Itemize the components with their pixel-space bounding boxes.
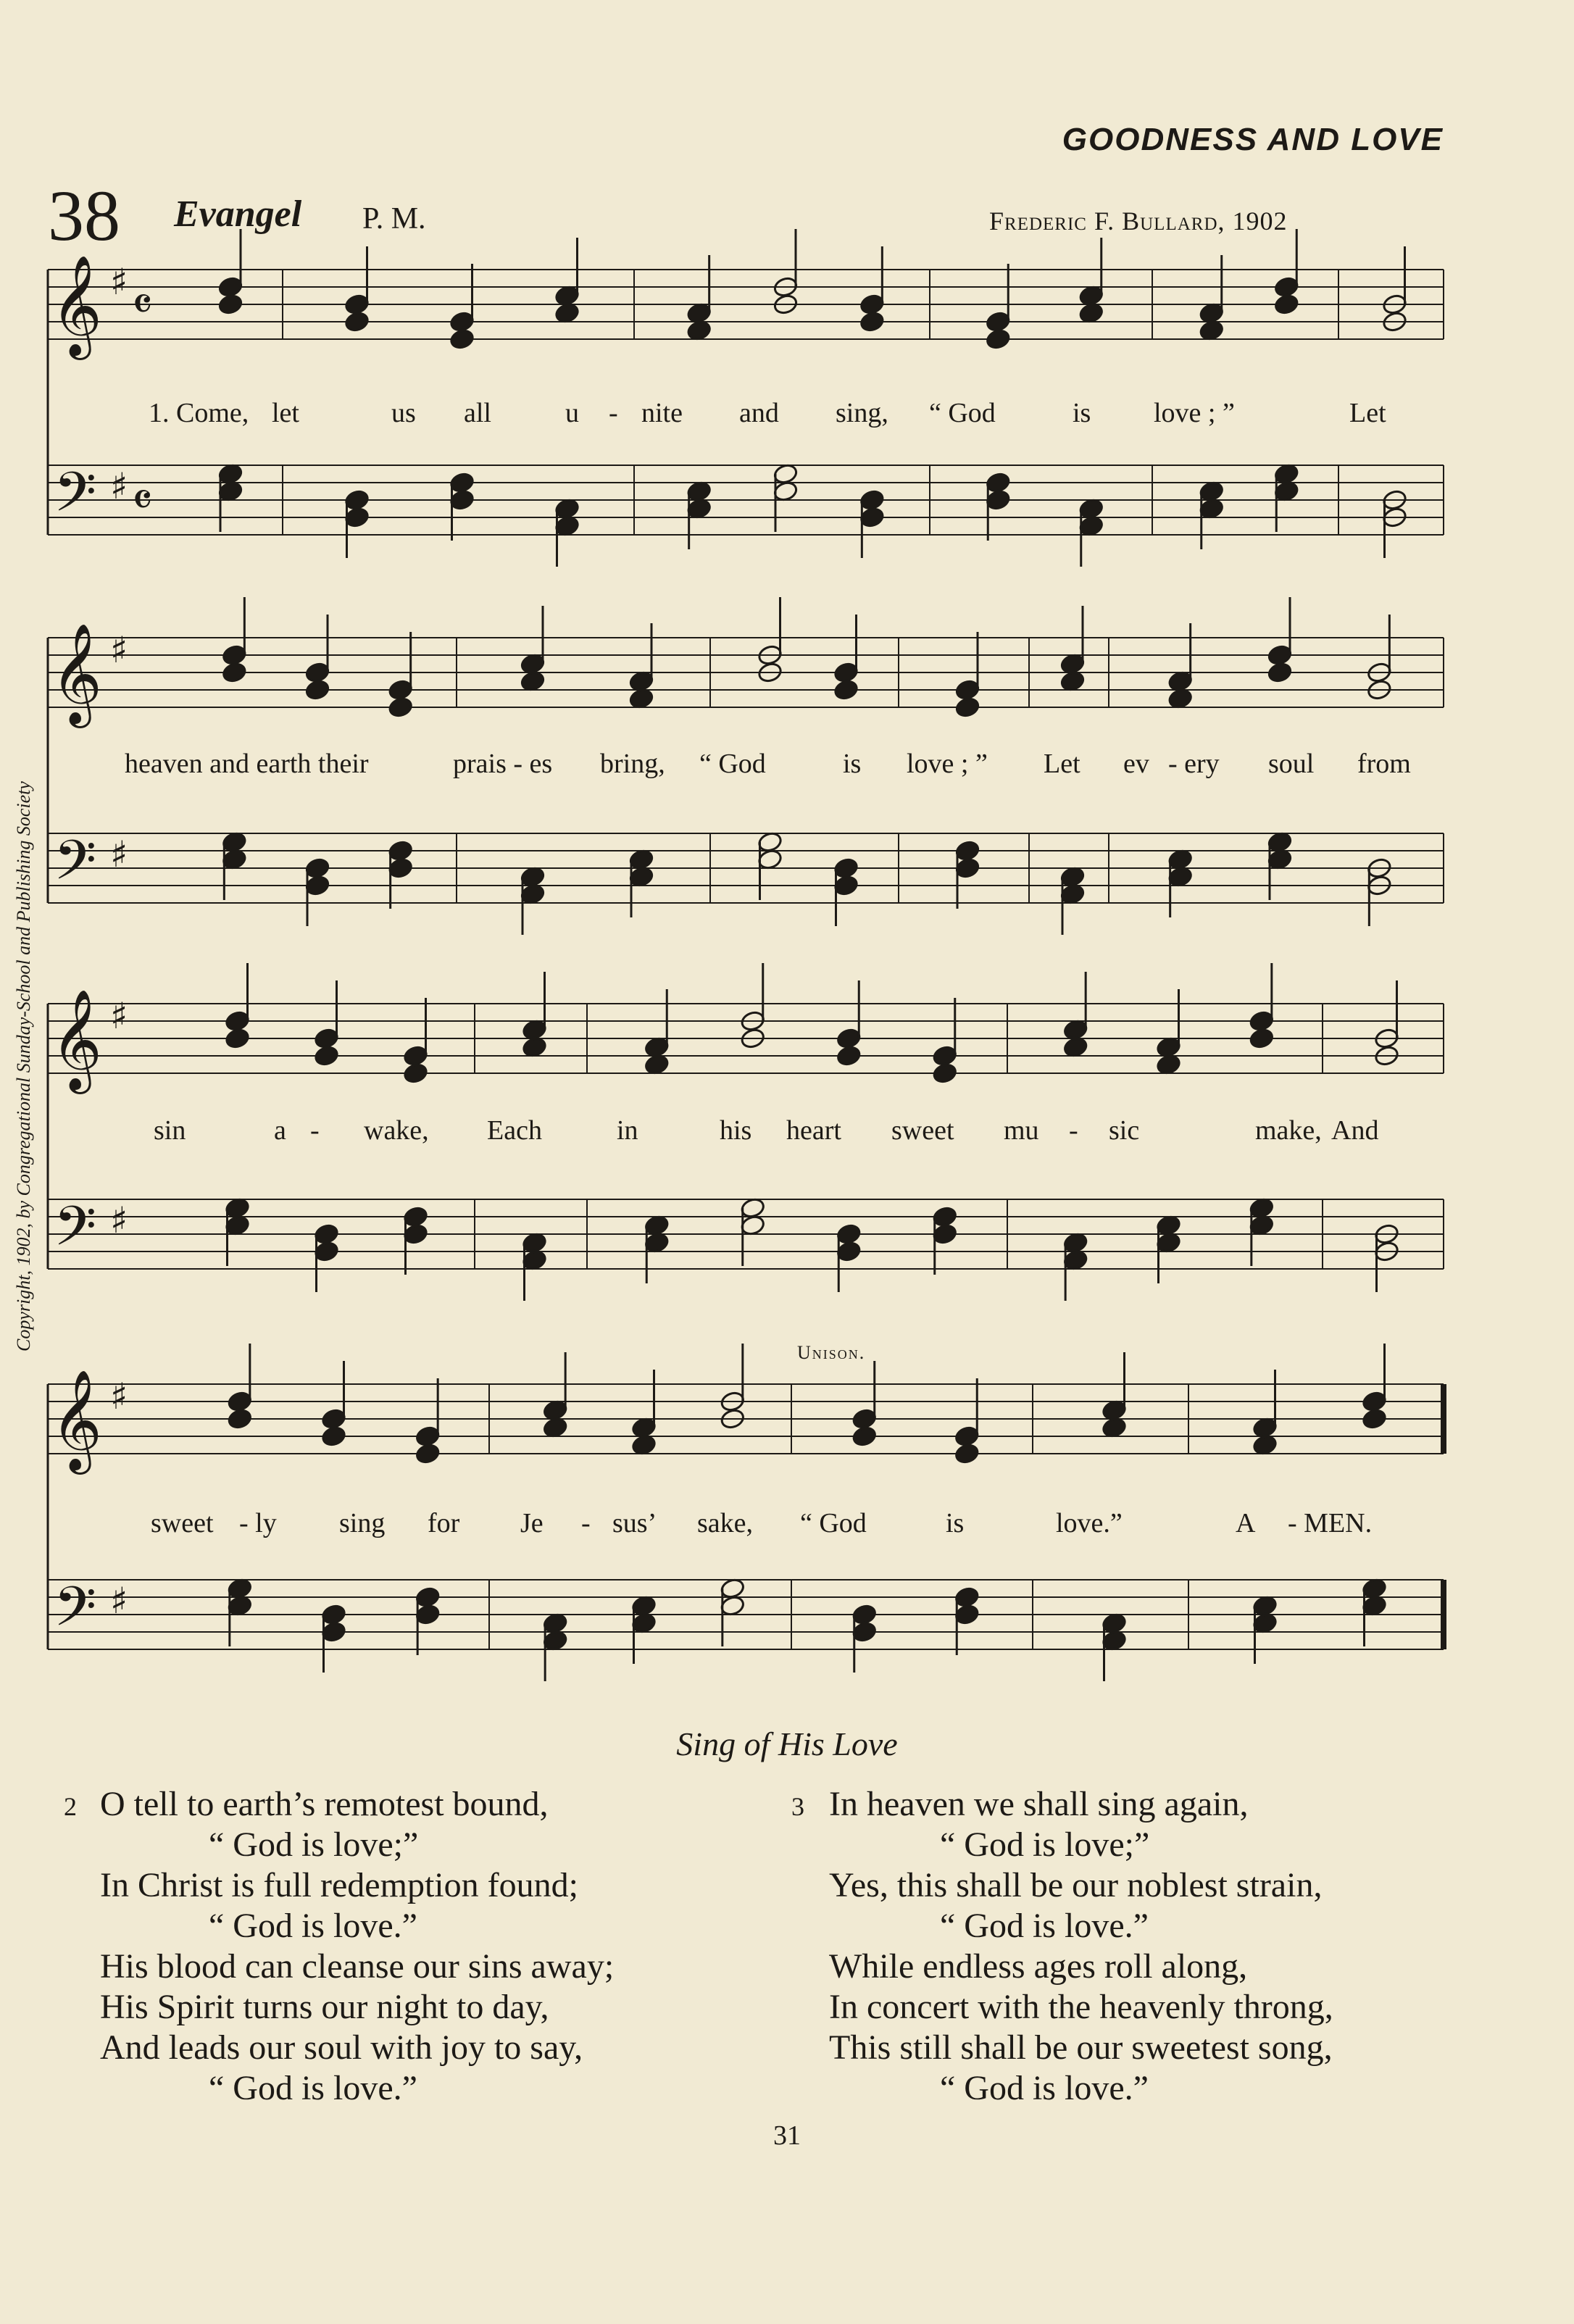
lyric-syllable: is xyxy=(1073,398,1091,428)
lyric-syllable: nite xyxy=(641,398,683,428)
lyric-syllable: A xyxy=(1236,1508,1256,1538)
lyric-syllable: ev xyxy=(1123,749,1149,779)
note-head xyxy=(985,328,1011,351)
key-signature: ♯ xyxy=(110,833,128,875)
note-head xyxy=(217,293,243,316)
key-signature: ♯ xyxy=(110,261,128,303)
lyric-syllable: love ; ” xyxy=(1154,398,1235,428)
verse-line: O tell to earth’s remotest bound, xyxy=(100,1785,549,1823)
lyric-syllable: a xyxy=(274,1115,286,1146)
treble-clef: 𝄞 xyxy=(51,255,102,356)
verse-line: His Spirit turns our night to day, xyxy=(100,1988,549,2026)
note-head xyxy=(628,688,654,710)
lyric-syllable: us xyxy=(391,398,416,428)
section-title: GOODNESS AND LOVE xyxy=(1062,122,1444,157)
note-head xyxy=(522,1036,548,1059)
note-head xyxy=(304,679,330,701)
note-head xyxy=(1199,320,1225,342)
note-head xyxy=(954,1443,980,1465)
lyric-syllable: is xyxy=(946,1508,965,1538)
lyric-syllable: - xyxy=(609,398,618,428)
lyric-syllable: - ly xyxy=(239,1508,277,1538)
lyric-syllable: prais - es xyxy=(453,749,553,779)
note-head xyxy=(554,302,580,325)
lyric-syllable: sake, xyxy=(697,1508,754,1538)
copyright-notice: Copyright, 1902, by Congregational Sunday-School and Publishing Society xyxy=(13,781,34,1351)
verse-line: His blood can cleanse our sins away; xyxy=(100,1947,615,1986)
lyric-syllable: sing xyxy=(339,1508,386,1538)
lyric-syllable: heaven and earth their xyxy=(125,749,369,779)
lyric-syllable: is xyxy=(843,749,862,779)
verse-line: This still shall be our sweetest song, xyxy=(829,2028,1333,2067)
lyric-syllable: love.” xyxy=(1056,1508,1123,1538)
verse-line: “ God is love.” xyxy=(209,2069,417,2107)
lyric-syllable: heart xyxy=(786,1115,841,1146)
tune-name: Evangel xyxy=(174,193,302,235)
lyric-syllable: - xyxy=(1069,1115,1078,1146)
note-head xyxy=(1252,1434,1278,1457)
lyric-syllable: Je xyxy=(520,1508,544,1538)
lyric-syllable: let xyxy=(272,398,299,428)
key-signature: ♯ xyxy=(110,995,128,1037)
lyric-syllable: mu xyxy=(1004,1115,1039,1146)
note-head xyxy=(1102,1417,1128,1439)
lyric-syllable: sing, xyxy=(836,398,888,428)
note-head xyxy=(520,670,546,693)
note-head xyxy=(542,1417,568,1439)
bass-clef: 𝄢 xyxy=(54,1194,97,1272)
verse-line: In Christ is full redemption found; xyxy=(100,1866,578,1904)
verse-line: And leads our soul with joy to say, xyxy=(100,2028,583,2067)
verse-number: 3 xyxy=(791,1792,804,1821)
hymn-subtitle: Sing of His Love xyxy=(676,1725,898,1762)
unison-label: Unison. xyxy=(797,1342,866,1363)
note-head xyxy=(686,320,712,342)
lyric-syllable: sic xyxy=(1109,1115,1140,1146)
verse-line: In heaven we shall sing again, xyxy=(829,1785,1249,1823)
lyric-syllable: - ery xyxy=(1168,749,1220,779)
time-signature: 𝄴 xyxy=(132,278,153,332)
lyric-syllable: wake, xyxy=(364,1115,429,1146)
note-head xyxy=(1267,662,1293,684)
note-head xyxy=(644,1054,670,1076)
lyric-syllable: “ God xyxy=(800,1508,867,1538)
page-number: 31 xyxy=(773,2120,801,2151)
lyric-syllable: in xyxy=(617,1115,638,1146)
note-head xyxy=(344,311,370,333)
lyric-syllable: - MEN. xyxy=(1288,1508,1373,1538)
hymn-number: 38 xyxy=(48,175,120,256)
bass-clef: 𝄢 xyxy=(54,460,97,538)
lyric-syllable: u xyxy=(565,398,579,428)
note-head xyxy=(314,1045,340,1067)
key-signature: ♯ xyxy=(110,1375,128,1417)
lyric-syllable: make, xyxy=(1255,1115,1322,1146)
note-head xyxy=(321,1425,347,1448)
note-head xyxy=(631,1434,657,1457)
verse-line: “ God is love.” xyxy=(209,1907,417,1945)
treble-clef: 𝄞 xyxy=(51,1370,102,1470)
note-head xyxy=(954,696,980,719)
key-signature: ♯ xyxy=(110,1199,128,1241)
note-head xyxy=(1059,670,1086,693)
verse-line: In concert with the heavenly throng, xyxy=(829,1988,1333,2026)
verse-line: “ God is love;” xyxy=(209,1825,419,1864)
note-head xyxy=(225,1028,251,1050)
note-head xyxy=(1156,1054,1182,1076)
composer-credit: Frederic F. Bullard, 1902 xyxy=(989,207,1288,236)
key-signature: ♯ xyxy=(110,1580,128,1622)
lyric-syllable: 1. Come, xyxy=(149,398,249,428)
verse-line: Yes, this shall be our noblest strain, xyxy=(829,1866,1323,1904)
lyric-syllable: And xyxy=(1331,1115,1379,1146)
key-signature: ♯ xyxy=(110,465,128,507)
note-head xyxy=(221,662,247,684)
lyric-syllable: his xyxy=(720,1115,752,1146)
note-head xyxy=(851,1425,878,1448)
note-head xyxy=(1167,688,1194,710)
lyric-syllable: bring, xyxy=(600,749,665,779)
note-head xyxy=(859,311,885,333)
lyric-syllable: sin xyxy=(154,1115,186,1146)
lyric-syllable: Let xyxy=(1044,749,1080,779)
note-head xyxy=(388,696,414,719)
lyric-syllable: “ God xyxy=(699,749,766,779)
note-head xyxy=(833,679,859,701)
note-head xyxy=(932,1062,958,1085)
note-head xyxy=(836,1045,862,1067)
lyric-syllable: - xyxy=(310,1115,320,1146)
verse-line: “ God is love.” xyxy=(940,1907,1149,1945)
note-head xyxy=(1249,1028,1275,1050)
lyric-syllable: for xyxy=(428,1508,460,1538)
lyric-syllable: - xyxy=(581,1508,591,1538)
lyric-syllable: all xyxy=(464,398,491,428)
note-head xyxy=(1062,1036,1088,1059)
verse-line: While endless ages roll along, xyxy=(829,1947,1248,1986)
lyric-syllable: and xyxy=(739,398,779,428)
lyric-syllable: love ; ” xyxy=(907,749,988,779)
note-head xyxy=(403,1062,429,1085)
verse-line: “ God is love;” xyxy=(940,1825,1150,1864)
time-signature: 𝄴 xyxy=(132,474,153,528)
lyric-syllable: sweet xyxy=(891,1115,954,1146)
lyric-syllable: from xyxy=(1357,749,1411,779)
bass-clef: 𝄢 xyxy=(54,1575,97,1652)
note-head xyxy=(1273,293,1299,316)
lyric-syllable: sweet xyxy=(151,1508,214,1538)
note-head xyxy=(415,1443,441,1465)
lyric-syllable: sus’ xyxy=(612,1508,657,1538)
lyric-syllable: Let xyxy=(1349,398,1386,428)
note-head xyxy=(227,1408,253,1430)
lyric-syllable: soul xyxy=(1268,749,1315,779)
bass-clef: 𝄢 xyxy=(54,828,97,906)
meter: P. M. xyxy=(362,202,426,236)
lyric-syllable: Each xyxy=(487,1115,542,1146)
note-head xyxy=(1362,1408,1388,1430)
key-signature: ♯ xyxy=(110,629,128,671)
note-head xyxy=(1078,302,1104,325)
note-head xyxy=(449,328,475,351)
verse-number: 2 xyxy=(64,1792,77,1821)
verse-line: “ God is love.” xyxy=(940,2069,1149,2107)
lyric-syllable: “ God xyxy=(929,398,996,428)
treble-clef: 𝄞 xyxy=(51,623,102,724)
treble-clef: 𝄞 xyxy=(51,989,102,1090)
